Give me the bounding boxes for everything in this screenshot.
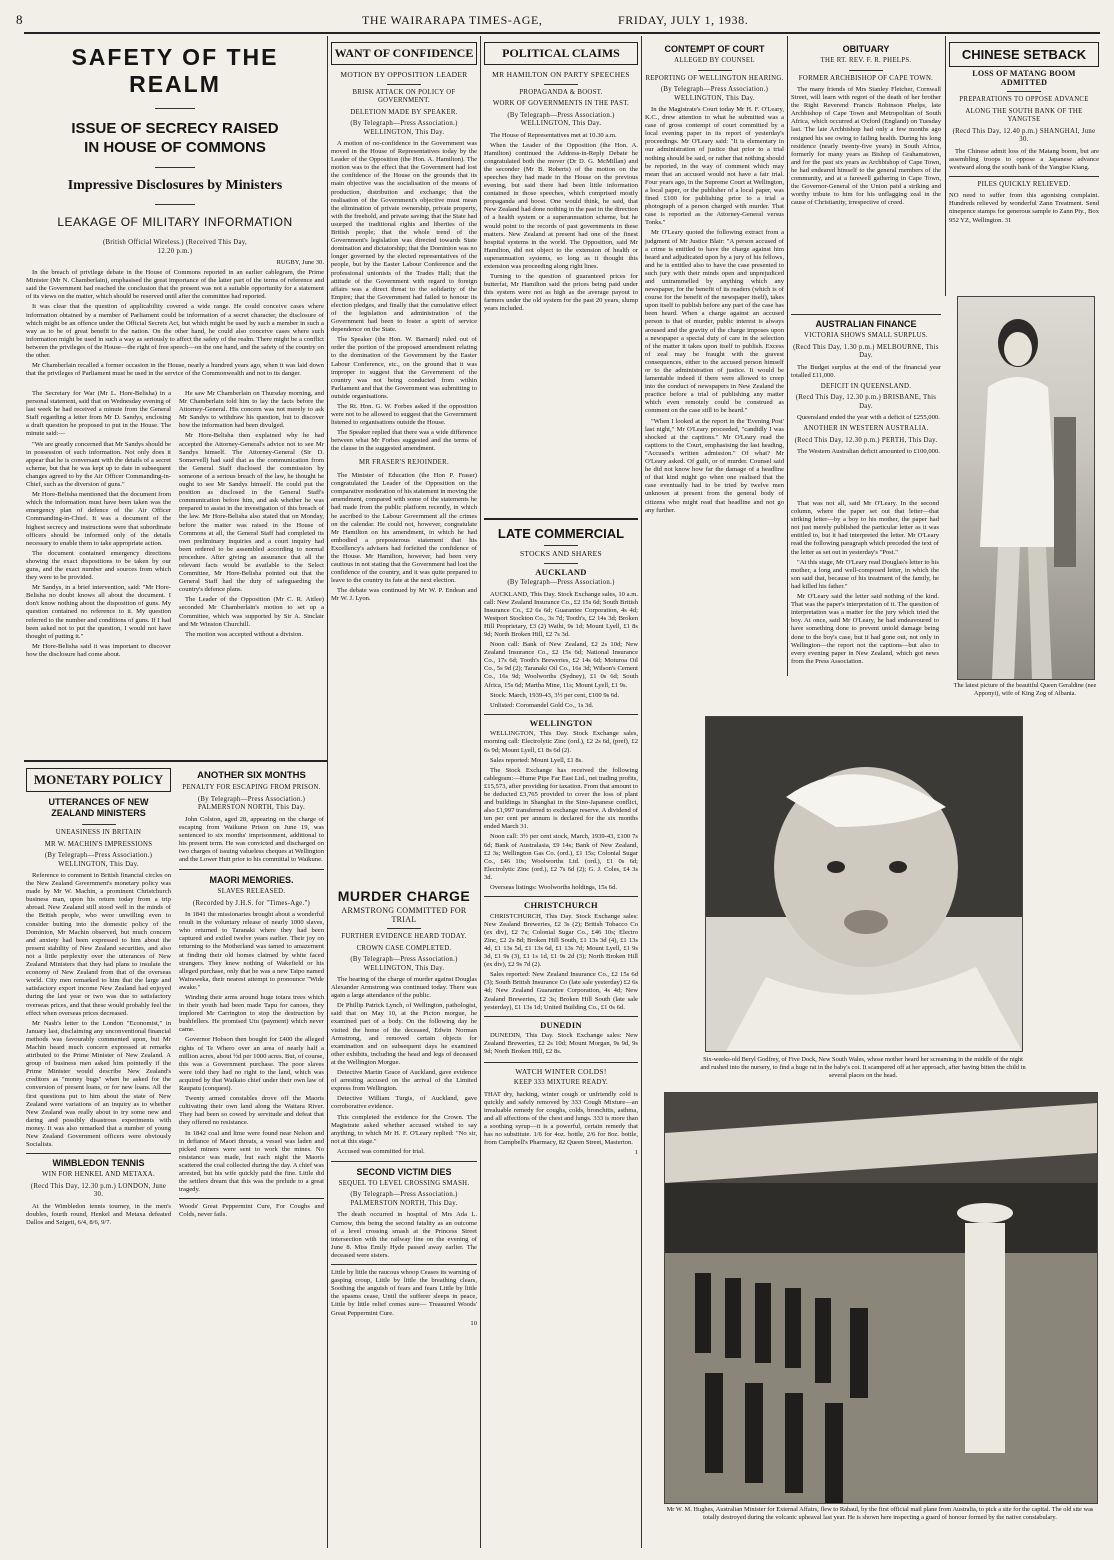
political-sub3: WORK OF GOVERNMENTS IN THE PAST. xyxy=(492,100,630,107)
divider xyxy=(698,70,732,71)
political-sub1: MR HAMILTON ON PARTY SPEECHES xyxy=(492,70,630,79)
safety-paragraph: Mr Hore-Belisha mentioned that the document from which the information must have been taken was the emergency plan of defence of the Air Officer Commanding-in-Chief. It was a document of the highest secrecy and instructions were that subordinate officers should be informed only of the details necessary to enable them to take appropriate action. xyxy=(26,491,171,547)
contempt-paragraph: "When I looked at the report in the 'Evening Post' last night," Mr O'Leary proceeded, "candidly I was shocked at the captions." Mr O'Leary read the captions to the Court, emphasising the last heading, "Accused's written admission." Of what? Mr O'Leary asked. Of guilt, or of murder. Counsel said he did not know how far the damage of a headline of that kind might go when one realised that the case eventually had to be tried by twelve men unknown at present from the general body of citizens who might read that headline and not go any further. xyxy=(645,417,784,514)
column-rule xyxy=(480,36,481,1548)
column-rule xyxy=(327,36,328,1548)
divider xyxy=(387,84,421,85)
confidence-sub3: DELETION MADE BY SPEAKER. xyxy=(350,108,458,116)
murder-paragraph: Accused was committed for trial. xyxy=(337,1147,425,1155)
monetary-paragraph: Mr Nash's letter to the London "Economist," in January last, disclaiming any unconventional financial methods was favourably commented upon, but Mr Machin heard much concern expressed at remarks attributed to the Prime Minister of New Zealand. A group of business men asked him pointedly if the Prime Minister would describe New Zealand's creditors as "money bugs" when he asked for the conversion of present loans, or for new loans. All the first questions put to him about the state of New Zealand were variations of an inquiry as to whether New Zealand was really about to try some new and daring and possibly disastrous experiments with money. It was also remarked that a number of young New Zealand Government officers were obviously Socialists. xyxy=(26,1019,171,1149)
contempt-source: (By Telegraph—Press Association.) WELLINGTON, This Day. xyxy=(660,86,769,102)
maori-paragraph: Winding their arms around huge totara trees which in their youth had been made Tapu for canoes, they implored Mr Carrington to stop the destruction by bushfellers. He promised Utu (payment) which never came. xyxy=(179,994,324,1034)
divider xyxy=(387,928,421,929)
monetary-article xyxy=(26,768,171,1229)
safety-paragraph: Mr Hore-Belisha then explained why he had accepted the Attorney-General's advice not to see Mr Sandys himself. The Attorney-General (Sir D. Somervell) had said that as the communication from the General Staff disclosed the commission by someone of a serious breach of the law, he thought he ought to see Mr Sandys himself. He could put the position as disclosed in the General Staff's communication before him, and ask whether he was prepared to assist in the investigation of this breach of the law. Mr Hore-Belisha also stated that on Monday, before the matter was raised in the House of Commons at all, the General Staff had completed its own preliminary inquiries and a court inquiry had been ordered to be assembled according to normal procedure. After giving an assurance that all the relevant facts would be available to the Select Committee, Mr Hore-Belisha pointed out that the General Staff had the duty of safeguarding the country's defence plans. xyxy=(179,432,324,594)
obituary-sub1: THE RT. REV. F. R. PHELPS. xyxy=(820,57,912,64)
peppermint-ad: Woods' Great Peppermint Cure, For Coughs and Colds, never fails. xyxy=(179,1203,324,1219)
auckland-paragraph: Unlisted: Coromandel Gold Co., 1s 3d. xyxy=(490,701,594,709)
christchurch-paragraph: CHRISTCHURCH, This Day. Stock Exchange sales: New Zealand Breweries, £2 3s (2); British Tobacco Co (ex div), £2 7s; Colonial Sugar Co., £46 10s; Electro Zinc, £2 2s 8d; Broken Hill South, £1 13s 3d (4), £1 13s 4d, £1 13s 5d, £1 13s 6d, £1 13s 7d; Mount Lyell, £1 9s 3d, £1 9s (3), £1 1s 1d, £1 9s 2d (3); North Broken Hill (ex div), £2 9s 7d (2). xyxy=(484,912,638,969)
confidence-paragraph: The Rt. Hon. G. W. Forbes asked if the opposition were not to be allowed to suggest that the Government listened to organisations outside the House. xyxy=(331,403,477,427)
confidence-paragraph: A motion of no-confidence in the Government was moved in the House of Representatives today by the Leader of the Opposition (the Hon. A. Hamilton). The motion was to the effect that the Government had lost the confidence of the House on the grounds that its main objective was the socialisation of the means of production, distribution and exchange; that the realisation of the Government's objective must mean the elimination of private ownership, private property, with the freehold, and private saving; that the State had usurped the traditional rights and liberties of the British people; that the whole trend of the Government's legislation was directed towards State domination and dictatorship; that the Dominion was no longer governed by the elected representatives of the people, but by the Easter Labour Conference and the professional unionists of the Trades Hall; that the attitude of the Government with regard to foreign affairs was a direct threat to the solidarity of the Empire; that the Government had failed to honour its election pledges, and finally that the cumulative effect of the legislation and administration of the Government had been to foster a spirit of service dependence on the State. xyxy=(331,140,477,334)
divider xyxy=(544,84,578,85)
political-paragraph: The House of Representatives met at 10.30 a.m. xyxy=(490,131,617,139)
political-sub2: PROPAGANDA & BOOST. xyxy=(519,88,603,96)
maori-paragraph: Governor Hobson then bought for £400 the alleged rights of Te Whero over an area of nearly half a million acres, about ½d per 1000 acres. But, of course, this was a Government purchase. The poor slaves were told they had no right to the land, which was acquired by that Waikato chief under their own law of Raupatu (conquest). xyxy=(179,1036,324,1093)
contempt-paragraph: "At this stage, Mr O'Leary read Douglas's letter to his mother, a long and well-composed letter, in which the son said that, because of his treatment of the family, he had killed his father." xyxy=(791,558,939,590)
masthead xyxy=(0,0,1114,30)
maori-source: (Recorded by J.H.S. for "Times-Age.") xyxy=(192,899,311,907)
safety-paragraph: Mr Hore-Belisha said it was important to discover how the disclosure had come about. xyxy=(26,642,171,658)
contempt-paragraph: That was not all, said Mr O'Leary. In the second column, where the paper set out that letter—that striking letter—by a boy to his mother, the paper had not just merely published the particular letter as it was entitled to, but it had interpreted the letter. Mr O'Leary read the following paragraph which preceded the text of the letter as set out in yesterday's "Post." xyxy=(791,500,939,556)
finance-source1: (Recd This Day, 1.30 p.m.) MELBOURNE, This Day. xyxy=(793,343,939,359)
divider xyxy=(155,108,195,109)
safety-sub1: ISSUE OF SECRECY RAISED IN HOUSE OF COMMONS xyxy=(71,120,279,156)
portrait-figure-icon xyxy=(958,297,1094,679)
monetary-source: (By Telegraph—Press Association.) WELLINGTON, This Day. xyxy=(44,852,153,868)
confidence-sub1: MOTION BY OPPOSITION LEADER xyxy=(340,70,468,79)
column-rule xyxy=(641,36,642,1548)
section-rule xyxy=(484,1016,638,1017)
contempt-article xyxy=(645,42,784,517)
safety-paragraph: The Secretary for War (Mr L. Hore-Belisha) in a personal statement, said that on Wednesday evening of last week he had received a minute from the General Staff regarding a letter from Mr D. Sandys, enclosing a draft question he proposed to put in the House. The minute said:— xyxy=(26,390,171,438)
column-rule xyxy=(787,36,788,676)
safety-col-b xyxy=(179,390,324,641)
political-headline: POLITICAL CLAIMS xyxy=(484,42,638,65)
maori-paragraph: In 1841 the missionaries brought about a wonderful result in the voluntary release of nearly 1000 slaves, who returned to Taranaki where they had been captured and exiled twelve years earlier. Their joy on returning to the Motherland was tamed to amazement at finding their old homes claimed by white faced strangers. They knew nothing of Wakefield or his alleged purchase, only that he was a new Taipo named Wairaweka, their nearest attempt to pronounce "Wide awake." xyxy=(179,911,324,991)
safety-paragraph: Mr Sandys, in a brief intervention, said: "Mr Hore-Belisha no doubt knows all about the document. I don't know nothing about the disposition of guns. My question contained no reference to it. My question referred to the number and conditions of guns. If I had been asked not to put the question, I would not have thought of putting it." xyxy=(26,584,171,640)
murder-paragraph: Detective Martin Grace of Auckland, gave evidence of arresting accused on the arrival of the Limited express from Wellington. xyxy=(331,1069,477,1093)
divider xyxy=(849,70,883,71)
piles-ad-body: NO need to suffer from this agonising complaint. Hundreds relieved by wonderful Zann Treatment. Send ninepence stamps for generous sample to Zann Pty., Box 952 YZ, Wellington. 31 xyxy=(949,192,1099,224)
winter-ad-body: THAT dry, hacking, winter cough or unfriendly cold is quickly and safely removed by 333 Cough Mixture—an invaluable remedy for coughs, colds, bronchitis, asthma, and all affections of the chest and lungs. 333 is more than a soothing syrup—it is a powerful, certain remedy that has no substitute. 1/6 for 4oz. bottle, 2/6 for 8oz. bottle, from Campbell's Pharmacy, 82 Queen Street, Masterton. xyxy=(484,1090,638,1147)
divider xyxy=(155,167,195,168)
maori-sub: SLAVES RELEASED. xyxy=(217,888,286,896)
finance-source3: (Recd This Day, 12.30 p.m.) PERTH, This Day. xyxy=(794,436,938,444)
dunedin-paragraph: DUNEDIN, This Day. Stock Exchange sales: New Zealand Breweries, £2 2s 10d; Mount Morgan, 9s 9d, 9s 9d; North Broken Hill, £2 8s. xyxy=(484,1032,638,1056)
piles-ad-head: PILES QUICKLY RELIEVED. xyxy=(977,180,1071,188)
baby-photo xyxy=(705,716,1023,1052)
rejoinder-head: MR FRASER'S REJOINDER. xyxy=(359,458,449,466)
safety-paragraph: The motion was accepted without a division. xyxy=(185,630,304,638)
monetary-sub2: UNEASINESS IN BRITAIN xyxy=(55,829,142,836)
commercial-article xyxy=(484,518,638,1159)
maori-headline: MAORI MEMORIES. xyxy=(209,875,294,886)
confidence-paragraph: The Speaker replied that there was a wide difference between what Mr Forbes suggested and the terms of the clause in the suggested amendment. xyxy=(331,429,477,453)
safety-sub3: LEAKAGE OF MILITARY INFORMATION xyxy=(57,215,293,229)
wimbledon-body: At the Wimbledon tennis tourney, in the men's doubles, fourth round, Henkel and Metaxa defeated Dallos and Szigeti, 6/4, 8/6, 9/7. xyxy=(26,1202,171,1226)
six-months-body: John Colston, aged 28, appearing on the charge of escaping from Waikune Prison on June 19, was sentenced to six months' imprisonment, additional to his present term. He was convicted and discharged on two charges of issuing valueless cheques at Wellington and the Lower Hutt prior to his committal to Waikune. xyxy=(179,815,324,863)
victim-sub: SEQUEL TO LEVEL CROSSING SMASH. xyxy=(338,1179,470,1187)
safety-lead-p: Mr Chamberlain recalled a former occasion in the House, nearly a hundred years ago, when it was laid down that the privileges of Parliament must be used in the service of the Commonwealth and not to its danger. xyxy=(26,362,324,378)
maori-paragraph: In 1842 coal and lime were found near Nelson and in defiance of Maori threats, a vessel was laden and picked miners were sent to work the mines. No resistance was made, but each night the Maoris scattered the coal collected during the day. A chief was arrested, but his wife quickly paid the fine. Little did the settlers dream that this was the prelude to a great tragedy. xyxy=(179,1129,324,1194)
murder-paragraph: The hearing of the charge of murder against Douglas Alexander Armstrong was continued today. There was again a large attendance of the public. xyxy=(331,976,477,1000)
maori-paragraph: Twenty armed constables drove off the Maoris cultivating their own land along the Waitara River. They had been so cowed by servitude and defeat that they offered no resistance. xyxy=(179,1095,324,1127)
murder-paragraph: This completed the evidence for the Crown. The Magistrate asked whether accused wished to say anything, to which Mr H. F. O'Leary replied: "No sir, not at this stage." xyxy=(331,1113,477,1145)
six-months-headline: ANOTHER SIX MONTHS xyxy=(197,770,306,781)
divider xyxy=(544,545,578,546)
safety-dateline: RUGBY, June 30. xyxy=(276,259,324,266)
monetary-sub3: MR W. MACHIN'S IMPRESSIONS xyxy=(44,840,153,848)
murder-paragraph: Detective William Turgis, of Auckland, gave corroborative evidence. xyxy=(331,1095,477,1111)
obituary-article xyxy=(791,42,941,209)
safety-col-a xyxy=(26,390,171,661)
confidence-paragraph: The Minister of Education (the Hon P. Fraser) congratulated the Leader of the Opposition on the comparative moderation of his statement in moving the amendment, compared with some of the statements he had made from the public platform recently, in which he ascribed to the Labour Government all the crimes on the calendar. He could not, however, congratulate Mr Hamilton on his amendment, in which he had embodied a preposterous statement that his Excellency's advisers had forfeited the confidence of the House. Mr Hamilton, however, had been very cautious in not stating that the Government had lost the confidence of the country, and it was quite prepared to leave to the country its fate at the next election. xyxy=(331,472,477,585)
safety-source: (British Official Wireless.) (Received This Day, 12.20 p.m.) xyxy=(102,239,248,255)
auckland-head: AUCKLAND xyxy=(535,566,587,577)
obituary-sub2: FORMER ARCHBISHOP OF CAPE TOWN. xyxy=(798,74,934,82)
chinese-sub3: ALONG THE SOUTH BANK OF THE YANGTSE xyxy=(965,107,1083,123)
finance-sub1: VICTORIA SHOWS SMALL SURPLUS. xyxy=(804,332,928,339)
page-number: 8 xyxy=(16,12,23,27)
section-rule xyxy=(26,1153,171,1154)
paper-name: THE WAIRARAPA TIMES-AGE, xyxy=(362,13,543,27)
commercial-sub: STOCKS AND SHARES xyxy=(519,549,603,558)
auckland-paragraph: AUCKLAND, This Day. Stock Exchange sales, 10 a.m. call: New Zealand Insurance Co., £2 15s 6d; South British Insurance Co., £2 6s 6d; Guarantee Corporation, 4s 4d; Westport Stockton Co., 3s 7d; Tooth's, £2 14s 3d; Broken Hill Proprietary, £3 (2) Waihi, 9s 1d; Mount Lyell, £1 8s 9d; North Broken Hill, £2 7s 3d. xyxy=(484,590,639,638)
obituary-headline: OBITUARY xyxy=(842,44,890,54)
monetary-headline: MONETARY POLICY xyxy=(26,768,171,792)
chinese-sub2: PREPARATIONS TO OPPOSE ADVANCE xyxy=(959,96,1089,103)
victim-body: The death occurred in hospital of Mrs Ada L. Curnow, this being the second fatality as an outcome of a level crossing smash at the Princess Street intersection with the railway line on the evening of June 8. Miss Emily Hyde passed away earlier. The deceased were sisters. xyxy=(331,1211,477,1259)
wellington-paragraph: Sales reported: Mount Lyell, £1 8s. xyxy=(490,756,583,764)
murder-headline: MURDER CHARGE xyxy=(337,888,471,904)
contempt-continued xyxy=(791,500,939,668)
safety-article xyxy=(26,42,324,380)
murder-source: (By Telegraph—Press Association.) WELLINGTON, This Day. xyxy=(350,956,458,972)
minister-photo xyxy=(664,1092,1098,1504)
contempt-sub2: REPORTING OF WELLINGTON HEARING. xyxy=(645,74,784,82)
winter-ad-sub: KEEP 333 MIXTURE READY. xyxy=(513,1079,609,1086)
contempt-paragraph: Mr O'Leary quoted the following extract from a judgment of Mr Justice Blair: "A person accused of a crime is entitled to have the charge against him heard and adjudicated upon by a jury of his fellows, and he is entitled also to have the case presented to such jury with their minds open and unprejudiced and untrammelled by anything which any newspaper, for the benefit of its readers (which is of course for the benefit of the newspaper itself), takes upon itself to publish before any part of the case has been heard. When a charge against an accused person is that of murder, public interest is always aroused and the gravity of the charge imposes upon a newspaper a special duty of care in the selection of the matter it takes upon itself to publish. Excess of zeal may be fraught with the gravest consequences, either to the accused person himself or to the administration of justice. It would be lamentable indeed if there were allowed to creep into the conduct of newspapers in New Zealand the practice before a trial of publishing any matter which even remotely could be construed as comment on the case still to be heard." xyxy=(645,229,784,415)
wimbledon-source: (Recd This Day, 12.30 p.m.) LONDON, June 30. xyxy=(30,1182,167,1199)
finance-headline: AUSTRALIAN FINANCE xyxy=(815,319,917,329)
chinese-body: The Chinese admit loss of the Matang boom, but are assembling troops to oppose a Japanese advance westward along the south bank of the Yangtse Kiang. xyxy=(949,147,1099,171)
winter-ad-head: WATCH WINTER COLDS! xyxy=(515,1066,607,1076)
safety-paragraph: The document contained emergency directions showing the exact dispositions to be taken by our guns, and the exact number and sources from which they were to be provided. xyxy=(26,549,171,582)
baby-caption: Six-weeks-old Beryl Godfrey, of Five Dock, New South Wales, whose mother heard her screaming in the middle of the night and rushed into the nursery, to find a huge rat in the baby's cot. It scampered off at her approach, after having bitten the child in several places on the head. xyxy=(700,1056,1026,1079)
finance-source2: (Recd This Day, 12.30 p.m.) BRISBANE, This Day. xyxy=(795,394,937,410)
contempt-headline: CONTEMPT OF COURT xyxy=(664,44,765,54)
safety-lead-p: In the breach of privilege debate in the House of Commons reported in an earlier cablegram, the Prime Minister (Mr N. Chamberlain), emphasised the great importance of the latter part of the terms of reference and said the Government had reached the conclusion that the present was not a suitable opportunity for a statement of its views on the matter, which should be reserved until after the committee had reported. xyxy=(26,269,324,301)
baby-figure-icon xyxy=(706,717,1022,1051)
safety-paragraph: The Leader of the Opposition (Mr C. R. Attlee) seconded Mr Chamberlain's motion to set up a Committee, which was supported by Sir A. Sinclair and Mr Winston Churchill. xyxy=(179,596,324,628)
section-rule xyxy=(949,176,1099,177)
section-rule xyxy=(791,314,941,315)
confidence-paragraph: The debate was continued by Mr W. P. Endean and Mr W. J. Lyon. xyxy=(331,587,477,603)
christchurch-head: CHRISTCHURCH xyxy=(524,900,598,911)
guard-of-honour-icon xyxy=(665,1093,1097,1503)
political-paragraph: When the Leader of the Opposition (the Hon. A. Hamilton) continued the Address-in-Reply Debate he congratulated both the mover (Dr D. G. McMillan) and the seconder (Mr B. Roberts) of the motion on the speeches they had made in the House on the previous evening, but said there had been little information contained in those speeches, which comprised mostly propaganda and boost. One would think, he said, that New Zealand had done nothing in the past in the direction of a health system or a superannuation scheme, but he would point to the records of past governments in these matters. New Zealand at present had one of the finest hospital systems in the world. The Opposition, said Mr Hamilton, did not object to the extension of health or superannuation systems, so long as it thought this extension was proceeding along right lines. xyxy=(484,141,638,270)
masthead-rule xyxy=(24,32,1100,34)
confidence-source: (By Telegraph—Press Association.) WELLINGTON, This Day. xyxy=(350,120,458,136)
confidence-sub2: BRISK ATTACK ON POLICY OF GOVERNMENT. xyxy=(352,88,456,104)
monetary-paragraph: Reference to comment in British financial circles on the New Zealand Government's monetary policy was made by Mr W. Machin, a prominent Christchurch business man, upon his return today from a trip abroad. New Zealand still stood well in the minds of the British people, who were unwilling even to consider butting into the domestic policy of the Dominion, Mr Machin observed, but much concern and anxiety had been expressed to him about the present stability of New Zealand securities, and also not a little perplexity over the utterances of New Zealand Ministers that they had plans to insulate the economy of New Zealand from that of the overseas world. City men remarked to him that the large and satisfactory export income New Zealand had enjoyed during the last year or two was due to satisfactory overseas prices, and that these would probably feel the effect when overseas prices decreased. xyxy=(26,872,171,1017)
victim-headline: SECOND VICTIM DIES xyxy=(356,1166,452,1177)
safety-sub2: Impressive Disclosures by Ministers xyxy=(67,178,283,193)
wimbledon-sub: WIN FOR HENKEL AND METAXA. xyxy=(42,1171,155,1179)
victim-folio: 10 xyxy=(470,1319,477,1327)
column-rule xyxy=(945,36,946,296)
queen-caption: The latest picture of the beautiful Queen Geraldine (nee Apponyi), wife of King Zog of Albania. xyxy=(953,682,1097,697)
finance-sub2: DEFICIT IN QUEENSLAND. xyxy=(820,382,912,390)
section-rule xyxy=(484,896,638,897)
confidence-headline: WANT OF CONFIDENCE xyxy=(331,42,477,65)
section-rule xyxy=(484,714,638,715)
political-article xyxy=(484,42,638,316)
finance-body3: The Western Australian deficit amounted to £100,000. xyxy=(797,448,940,456)
divider xyxy=(544,563,578,564)
confidence-article xyxy=(331,42,477,606)
chinese-source: (Recd This Day, 12.40 p.m.) SHANGHAI, June 30. xyxy=(952,127,1096,143)
queen-geraldine-photo xyxy=(957,296,1095,680)
minister-caption: Mr W. M. Hughes, Australian Minister for External Affairs, flew to Rabaul, by the first official mail plane from Australia, to pick a site for the capital. The old site was totally destroyed during the volcanic upheaval last year. He is shown here inspecting a guard of honour formed by the native constabulary. xyxy=(666,1506,1094,1521)
six-months-source: (By Telegraph—Press Association.) PALMERSTON NORTH, This Day. xyxy=(197,795,306,811)
section-rule xyxy=(331,1264,477,1265)
safety-lead-p: It was clear that the question of applicability covered a wide range. He could conceive cases where information obtained by a member of Parliament could be information of a secret character, the disclosure of which might be an offence under the Official Secrets Act, but which might be used by such a member in such a way as to be of great benefit to the nation. On the other hand, he could also conceive cases where such information might be used in such a way as seriously to affect the safety of the realm. There might be a conflict between the privileges of the House—the right of free speech—on the one hand, and the safety of the country on the other. xyxy=(26,303,324,360)
section-rule xyxy=(331,1161,477,1162)
murder-article xyxy=(331,886,477,1330)
dunedin-head: DUNEDIN xyxy=(540,1019,582,1030)
auckland-source: (By Telegraph—Press Association.) xyxy=(507,579,615,586)
finance-body1: The Budget surplus at the end of the financial year totalled £11,000. xyxy=(791,363,941,379)
section-rule xyxy=(179,1198,324,1199)
finance-sub3: ANOTHER IN WESTERN AUSTRALIA. xyxy=(803,425,929,433)
christchurch-paragraph: Sales reported: New Zealand Insurance Co., £2 15s 6d (3); South British Insurance Co (late sale yesterday) £2 6s 4d; New Zealand Guarantee Corporation, 4s 4d; New Zealand Breweries, £2 3s; Broken Hill South (late sale yesterday), £1 13s 1d; United Building Co., £1 0s 6d. xyxy=(484,971,638,1011)
commercial-headline: LATE COMMERCIAL xyxy=(497,526,625,541)
wellington-paragraph: Noon call: 3½ per cent stock, March, 1939-43, £100 7s 6d; Bank of Australasia, £9 14s; Bank of New Zealand, £2 3s; Wellington Gas Co. (ord.), £1 15s; Colonial Sugar Co., £46 10s; Woolworths Ltd. (ord.), £1 0s 6d; Electrolytic Zinc (ord.), £2 7s 6d (2); G. J. Coles, £4 3s 3d. xyxy=(484,833,638,881)
six-months-sub: PENALTY FOR ESCAPING FROM PRISON. xyxy=(182,784,321,791)
wellington-paragraph: WELLINGTON, This Day. Stock Exchange sales, morning call: Electrolytic Zinc (ord.), £2 2s 6d, (pref), £2 6s 9d; Mount Lyell, £1 8s 6d (2). xyxy=(484,730,638,754)
auckland-paragraph: Noon call: Bank of New Zealand, £2 2s 10d; New Zealand Insurance Co., £2 15s 6d; National Insurance Co., 17s 6d; Tooth's Breweries, £2 14s 6d; Moturoa Oil Co., 5s 9d (2); Taranaki Oil Co., 16s 3d; Wilson's Cement Co., 16s 9d; Woolworths (Sydney), £1 0s 6d; South Africa, 15s 6d; Martha Mine, 11s; Mount Lyell, £1 9s. xyxy=(484,641,638,689)
murder-sub2: FURTHER EVIDENCE HEARD TODAY. xyxy=(341,933,467,940)
chinese-sub1: LOSS OF MATANG BOOM ADMITTED xyxy=(972,69,1076,87)
issue-date: FRIDAY, JULY 1, 1938. xyxy=(618,13,749,27)
safety-paragraph: "We are greatly concerned that Mr Sandys should be in possession of such information. Not only does it appear that he is conversant with the details of a secret scheme, but that he was kept up to date in subsequent changes agreed to by the Air Officer Commanding-in-Chief, such as the diversion of guns." xyxy=(26,440,171,489)
victim-ad: Little by little the raucous whoop Ceases its warning of gasping croup, Little by little the breathing clears, Soothing the anguish of fears and fears Little by little the spasms cease, Until the sufferer sleeps in peace, Little by little relief comes sure— Treasured Woods' Great Peppermint Cure. xyxy=(331,1269,477,1317)
six-months-article xyxy=(179,768,324,1221)
wellington-paragraph: Overseas listings: Woolworths holdings, 15s 6d. xyxy=(490,884,618,891)
divider xyxy=(155,204,195,205)
contempt-paragraph: Mr O'Leary said the letter said nothing of the kind. That was the paper's interpretation of it. The question of interpretation was a matter for the jury which tried the boy. At once, said Mr O'Leary, he had endeavoured to have something done to prevent untold damage being done to the boy's case, but it had gone out, not only in Wellington—the report not the captions—but also to every evening paper in New Zealand, which got news from the Press Association. xyxy=(791,593,939,665)
divider xyxy=(1007,91,1041,92)
section-rule xyxy=(484,518,638,520)
victim-source: (By Telegraph—Press Association.) PALMERSTON NORTH, This Day. xyxy=(350,1191,458,1207)
contempt-paragraph: In the Magistrate's Court today Mr H. F. O'Leary, K.C., drew attention to what he submitted was a case of gross contempt of court committed by a local evening paper in its report of yesterday's proceedings. Mr O'Leary said: "It is elementary in our administration of justice that prior to a trial nothing should be said, or rather that nothing should be reported, in the way of comment which may mean that an accused would not have a fair trial. Four years ago, in the Supreme Court at Wellington, a local paper, or the publisher of a local paper, was fined £100 for publishing prior to a trial a photograph of a person charged with murder. That case is reported as the Attorney-General versus Tonks." xyxy=(645,106,784,227)
monetary-sub1: UTTERANCES OF NEW ZEALAND MINISTERS xyxy=(48,797,149,818)
chinese-article xyxy=(949,42,1099,227)
section-rule xyxy=(179,869,324,870)
obituary-body: The many friends of Mrs Stanley Fletcher, Cornwall Street, will learn with regret of the death of her brother the Right Reverend Francis Robinson Phelps, late Archbishop of Cape Town and Metropolitan of South Africa, which occurred at Oxford (England) on Tuesday last. The late Archbishop had only a few months ago resigned his see owing to failing health. During his long residence (nearly twenty-five years) in South Africa, formerly for many years as Bishop of Grahamstown, and for the past six years as Archbishop of Cape Town, he had endeared himself to the general members of the community, and at a farewell gathering in Cape Town, the Governor-General of the Union paid a striking and worthy tribute to him for his unflagging zeal in the cause of Christianity, irrespective of creed. xyxy=(791,86,941,207)
finance-article xyxy=(791,314,941,458)
murder-sub3: CROWN CASE COMPLETED. xyxy=(356,944,452,952)
political-source: (By Telegraph—Press Association.) WELLINGTON, This Day. xyxy=(507,111,615,127)
confidence-paragraph: The Speaker (the Hon. W. Barnard) ruled out of order the portion of the proposed amendment relating to the domination of the Government by the Easter Labour Conference, etc., on the ground that it was improper to suggest that the Government of the country was not being conducted from within Parliament and that the Government was submitting to outside organisations. xyxy=(331,336,477,400)
wimbledon-headline: WIMBLEDON TENNIS xyxy=(52,1158,145,1169)
political-paragraph: Turning to the question of guaranteed prices for butterfat, Mr Hamilton said the prices being paid under this system were not as high as the average payout to farmers under the old system for the past 20 years, slump years included. xyxy=(484,273,638,313)
contempt-sub1: ALLEGED BY COUNSEL xyxy=(674,57,755,64)
section-rule xyxy=(484,1062,638,1063)
murder-sub1: ARMSTRONG COMMITTED FOR TRIAL xyxy=(341,906,467,924)
murder-paragraph: Dr Phillip Patrick Lynch, of Wellington, pathologist, said that on May 10, at the Picton morgue, he examined part of a body. On the following day he visited the home of the deceased, Edwin Norman Armstrong, and removed certain objects for examination and on subsequent days he examined other exhibits, including the head and legs of deceased at the Wellington Morgue. xyxy=(331,1002,477,1066)
finance-body2: Queensland ended the year with a deficit of £255,000. xyxy=(797,414,940,422)
divider xyxy=(82,824,116,825)
auckland-paragraph: Stock: March, 1939-43, 3½ per cent, £100 9s 6d. xyxy=(490,691,620,699)
safety-paragraph: He saw Mr Chamberlain on Thursday morning, and Mr Chamberlain told him to lay the facts before the Attorney-General. His concern was not merely to ask Mr Sandys to withdraw his question, but to discover how the information had been divulged. xyxy=(179,390,324,430)
wellington-head: WELLINGTON xyxy=(529,717,593,728)
winter-ad-folio: 1 xyxy=(634,1149,638,1157)
section-rule xyxy=(24,760,327,762)
safety-headline: SAFETY OF THE REALM xyxy=(71,44,279,97)
wellington-paragraph: The Stock Exchange has received the following cablegram:—Hume Pipe Far East Ltd., net trading profits, £15,573, after providing for taxation. From that amount to be deducted £3,765 provided to cover the loss of plant and buildings in Shanghai in the Sino-Japanese conflict, also £1,997 transferred to exchange reserve. A dividend of ten per cent per annum is declared for the six months ended March 31. xyxy=(484,766,638,831)
chinese-headline: CHINESE SETBACK xyxy=(949,42,1099,67)
